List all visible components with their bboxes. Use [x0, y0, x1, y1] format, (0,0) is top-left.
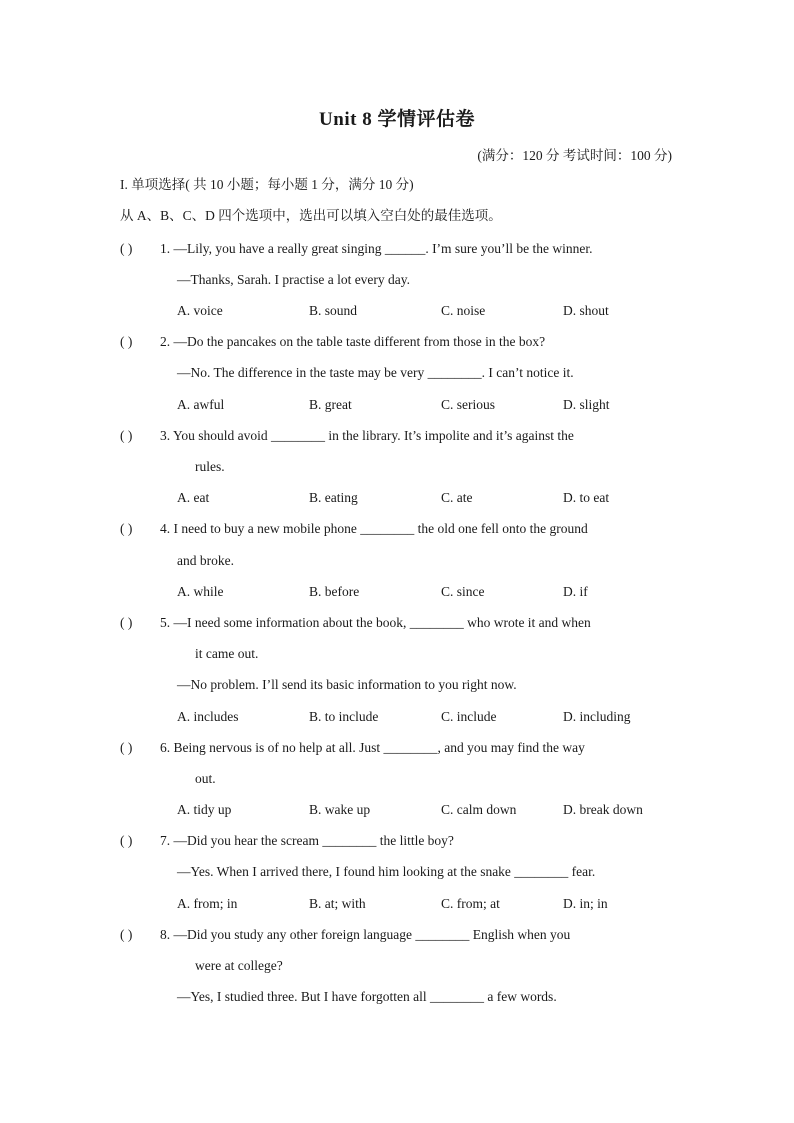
question-4-continuation: and broke. [177, 553, 234, 568]
option-a[interactable]: A. awful [177, 397, 225, 412]
question-4-options [177, 583, 677, 601]
option-c[interactable]: C. since [441, 584, 485, 599]
option-b[interactable]: B. to include [309, 709, 379, 724]
answer-blank[interactable]: ( ) [120, 833, 133, 848]
option-c[interactable]: C. serious [441, 397, 495, 412]
question-8-continuation: were at college? [195, 958, 283, 973]
answer-blank[interactable]: ( ) [120, 927, 133, 942]
question-2-options [177, 396, 677, 414]
option-c[interactable]: C. from; at [441, 896, 500, 911]
question-6-options [177, 801, 677, 819]
option-b[interactable]: B. eating [309, 490, 358, 505]
question-stem: 3. You should avoid ________ in the library. It’s impolite and it’s against the [160, 428, 574, 443]
option-c[interactable]: C. include [441, 709, 497, 724]
option-b[interactable]: B. before [309, 584, 360, 599]
option-c[interactable]: C. calm down [441, 802, 517, 817]
question-5-reply: —No problem. I’ll send its basic information to you right now. [177, 677, 517, 692]
question-2-reply: —No. The difference in the taste may be very ________. I can’t notice it. [177, 365, 574, 380]
question-1-options [177, 302, 677, 320]
question-8-reply: —Yes, I studied three. But I have forgotten all ________ a few words. [177, 989, 557, 1004]
question-3-continuation: rules. [195, 459, 225, 474]
answer-blank[interactable]: ( ) [120, 334, 133, 349]
question-3 [120, 427, 675, 445]
question-stem: 5. —I need some information about the book, ________ who wrote it and when [160, 615, 591, 630]
option-d[interactable]: D. including [563, 709, 631, 724]
question-1 [120, 240, 675, 258]
score-time-info: (满分：120 分 考试时间：100 分) [477, 148, 672, 163]
question-7 [120, 832, 675, 850]
page-title: Unit 8 学情评估卷 [319, 109, 475, 130]
question-3-options [177, 489, 677, 507]
option-d[interactable]: D. in; in [563, 896, 608, 911]
answer-blank[interactable]: ( ) [120, 428, 133, 443]
question-stem: 6. Being nervous is of no help at all. Just ________, and you may find the way [160, 740, 585, 755]
question-1-reply: —Thanks, Sarah. I practise a lot every day. [177, 272, 411, 287]
option-b[interactable]: B. sound [309, 303, 358, 318]
question-5-continuation: it came out. [195, 646, 259, 661]
question-8 [120, 926, 675, 944]
question-2 [120, 333, 675, 351]
question-6 [120, 739, 675, 757]
option-b[interactable]: B. wake up [309, 802, 371, 817]
question-7-reply: —Yes. When I arrived there, I found him looking at the snake ________ fear. [177, 864, 596, 879]
section-heading: I. 单项选择( 共 10 小题；每小题 1 分，满分 10 分) [120, 177, 414, 192]
option-a[interactable]: A. from; in [177, 896, 238, 911]
option-b[interactable]: B. great [309, 397, 352, 412]
option-d[interactable]: D. break down [563, 802, 643, 817]
option-a[interactable]: A. tidy up [177, 802, 232, 817]
answer-blank[interactable]: ( ) [120, 241, 133, 256]
option-a[interactable]: A. while [177, 584, 224, 599]
question-4 [120, 520, 675, 538]
option-d[interactable]: D. shout [563, 303, 609, 318]
question-6-continuation: out. [195, 771, 216, 786]
answer-blank[interactable]: ( ) [120, 740, 133, 755]
option-d[interactable]: D. to eat [563, 490, 610, 505]
question-stem: 7. —Did you hear the scream ________ the little boy? [160, 833, 454, 848]
option-c[interactable]: C. noise [441, 303, 486, 318]
answer-blank[interactable]: ( ) [120, 521, 133, 536]
option-d[interactable]: D. if [563, 584, 588, 599]
answer-blank[interactable]: ( ) [120, 615, 133, 630]
option-b[interactable]: B. at; with [309, 896, 366, 911]
question-stem: 4. I need to buy a new mobile phone ________ the old one fell onto the ground [160, 521, 588, 536]
question-stem: 2. —Do the pancakes on the table taste different from those in the box? [160, 334, 546, 349]
question-stem: 1. —Lily, you have a really great singing ______. I’m sure you’ll be the winner. [160, 241, 593, 256]
question-7-options [177, 895, 677, 913]
option-c[interactable]: C. ate [441, 490, 473, 505]
option-a[interactable]: A. eat [177, 490, 210, 505]
option-a[interactable]: A. voice [177, 303, 223, 318]
question-5 [120, 614, 675, 632]
question-stem: 8. —Did you study any other foreign language ________ English when you [160, 927, 571, 942]
question-5-options [177, 708, 677, 726]
option-a[interactable]: A. includes [177, 709, 239, 724]
section-instruction: 从 A、B、C、D 四个选项中，选出可以填入空白处的最佳选项。 [120, 208, 502, 223]
option-d[interactable]: D. slight [563, 397, 610, 412]
